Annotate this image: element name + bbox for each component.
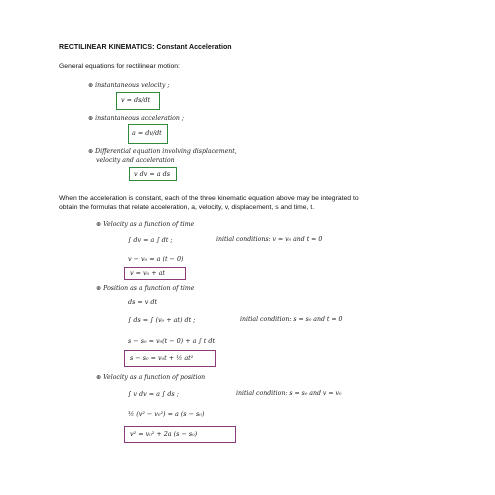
differential-label-2: velocity and acceleration (96, 157, 175, 164)
section-position-time-condition: initial condition: s = s₀ and t = 0 (240, 316, 343, 323)
section-time-label: ⊛ Velocity as a function of time (96, 221, 195, 228)
velocity-label: ⊛ instantaneous velocity ; (88, 82, 170, 89)
differential-formula: v dv = a ds (134, 170, 170, 178)
page-title: RECTILINEAR KINEMATICS: Constant Acceleration (59, 44, 232, 51)
section-position-result: v² = v₀² + 2a (s − s₀) (130, 430, 198, 438)
section-time-eq2: v − v₀ = a (t − 0) (128, 255, 184, 263)
acceleration-formula: a = dv/dt (132, 129, 162, 137)
section-position-eq1: ∫ v dv = a ∫ ds ; (128, 390, 179, 398)
section-time-eq1: ∫ dv = a ∫ dt ; (128, 236, 173, 244)
acceleration-label: ⊛ instantaneous acceleration ; (88, 115, 184, 122)
section-time-result: v = v₀ + at (130, 269, 165, 277)
section-position-time-result: s − s₀ = v₀t + ½ at² (130, 354, 194, 362)
velocity-formula: v = ds/dt (121, 96, 151, 104)
paragraph-line-1: When the acceleration is constant, each of the three kinematic equation above may be integrated to (59, 195, 359, 202)
section-position-time-eq2: ∫ ds = ∫ (v₀ + at) dt ; (128, 316, 196, 324)
section-position-eq2: ½ (v² − v₀²) = a (s − s₀) (128, 410, 205, 418)
differential-label-1: ⊛ Differential equation involving displacement, (88, 148, 237, 155)
section-time-condition: initial conditions: v = v₀ and t = 0 (216, 236, 323, 243)
section-position-time-label: ⊛ Position as a function of time (96, 285, 195, 292)
section-position-time-eq1: ds = v dt (128, 298, 158, 306)
paragraph-line-2: obtain the formulas that relate acceleration, a, velocity, v, displacement, s and time, t. (59, 204, 315, 211)
intro-text: General equations for rectilinear motion: (59, 63, 180, 70)
section-position-condition: initial condition: s = s₀ and v = v₀ (236, 390, 342, 397)
section-position-time-eq3: s − s₀ = v₀(t − 0) + a ∫ t dt (128, 337, 216, 345)
section-position-label: ⊛ Velocity as a function of position (96, 374, 206, 381)
